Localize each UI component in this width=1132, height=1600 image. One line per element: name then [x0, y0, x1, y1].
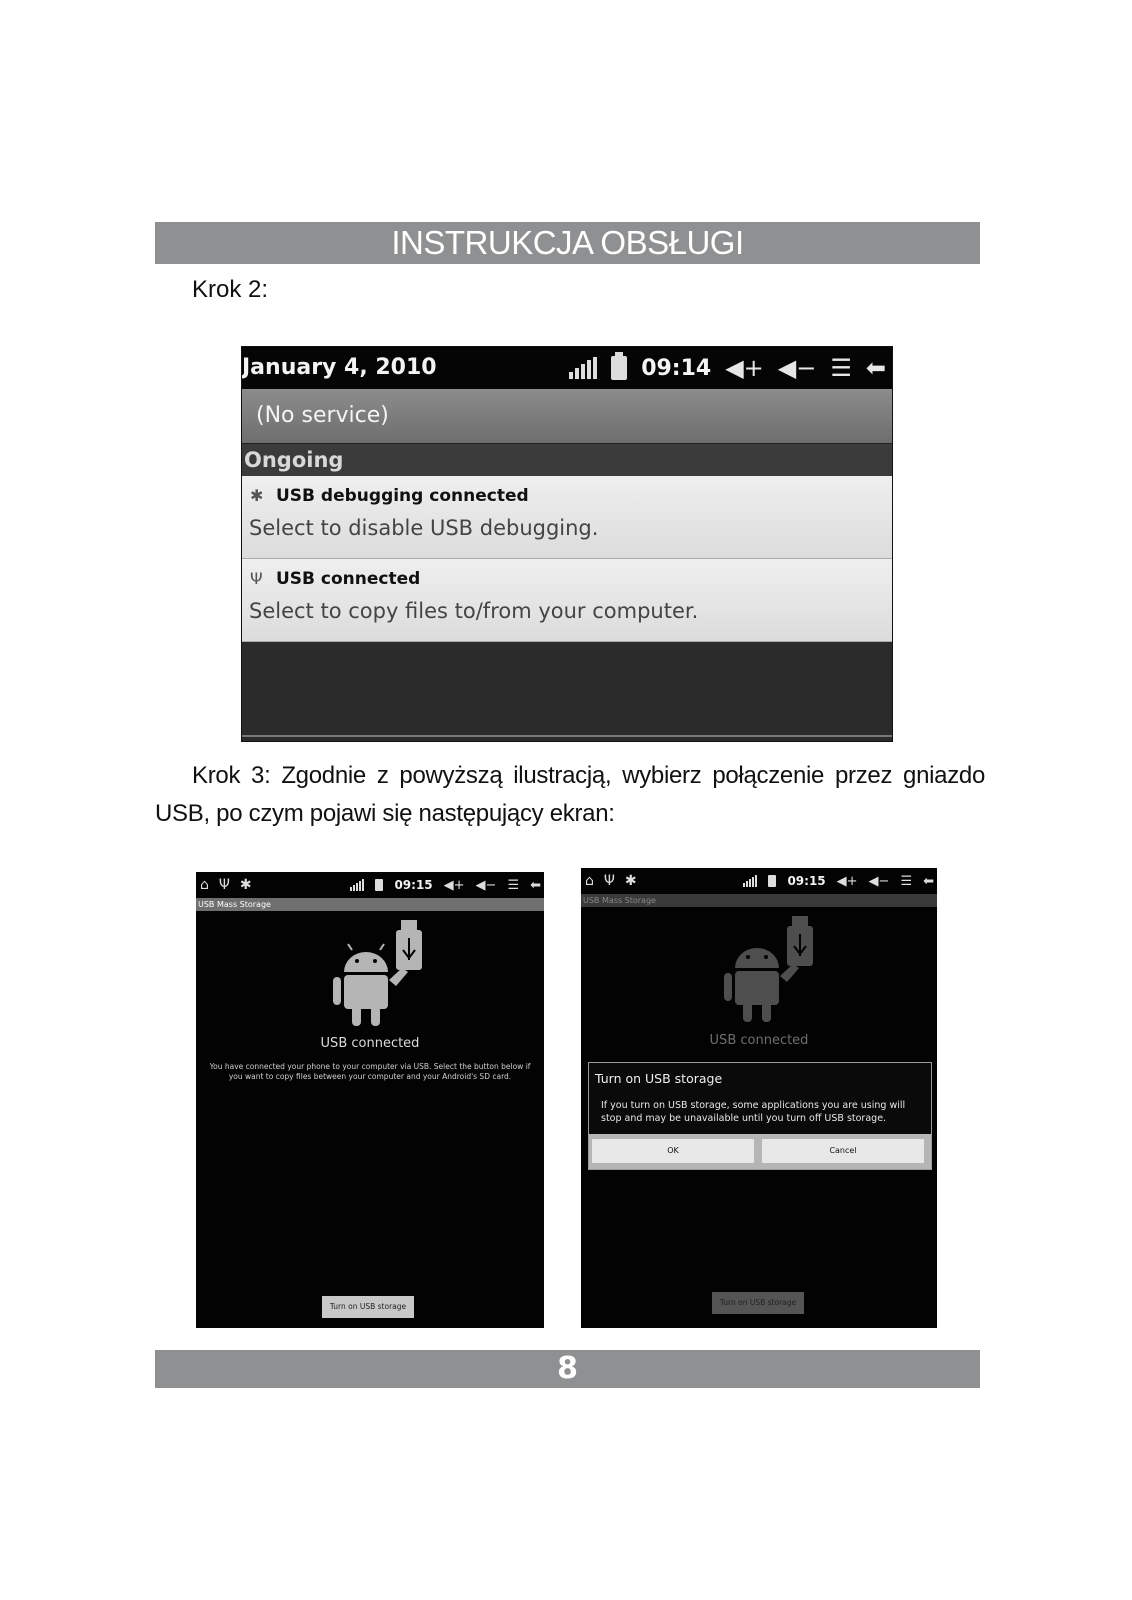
battery-icon [768, 875, 776, 887]
step3-text: Krok 3: Zgodnie z powyższą ilustracją, wybierz połączenie przez gniazdo USB, po czym pojawi się następujący ekran: [155, 762, 985, 827]
menu-icon[interactable]: ☰ [900, 873, 913, 889]
notification-usb-connected[interactable] [242, 559, 892, 642]
battery-icon [375, 879, 383, 891]
header-band [155, 222, 980, 264]
step2-label: Krok 2: [192, 276, 269, 303]
android-usb-icon [330, 920, 430, 1028]
panel-handle[interactable] [242, 735, 892, 737]
notification-title: USB connected [276, 569, 421, 589]
page-number: 8 [557, 1351, 578, 1386]
android-bug-icon: ✱ [250, 486, 264, 505]
battery-icon [611, 356, 627, 380]
screenshot-notification-panel [241, 346, 893, 742]
signal-icon [569, 357, 597, 379]
back-icon[interactable]: ⬅ [530, 877, 541, 893]
usb-connected-caption: USB connected [320, 1036, 420, 1051]
usb-connected-description: You have connected your phone to your computer via USB. Select the button below if you want to copy files between your computer and your Android's SD card. [209, 1062, 531, 1081]
title-bar [196, 898, 544, 911]
android-usb-icon [721, 916, 821, 1024]
home-icon[interactable]: ⌂ [200, 877, 209, 893]
status-time: 09:15 [394, 878, 433, 892]
home-icon[interactable]: ⌂ [585, 873, 594, 889]
menu-icon[interactable]: ☰ [830, 354, 852, 382]
android-bug-icon: ✱ [624, 873, 637, 889]
notification-subtitle: Select to copy files to/from your computer. [249, 599, 699, 623]
screenshot-usb-mass-storage [196, 872, 544, 1328]
turn-on-usb-storage-dialog [588, 1062, 932, 1170]
notification-title: USB debugging connected [276, 486, 529, 506]
notification-subtitle: Select to disable USB debugging. [249, 516, 599, 540]
dialog-button-bar [589, 1134, 931, 1169]
volume-up-icon[interactable]: ◀+ [725, 354, 764, 382]
panel-empty-area [242, 642, 892, 742]
usb-connected-caption: USB connected [709, 1033, 809, 1048]
no-service-bar [242, 389, 892, 443]
dialog-message: If you turn on USB storage, some applications you are using will stop and may be unavailable until you turn off USB storage. [601, 1100, 906, 1124]
ok-button[interactable]: OK [592, 1139, 754, 1163]
usb-icon: Ψ [250, 569, 263, 588]
back-icon[interactable]: ⬅ [865, 354, 886, 382]
usb-icon: Ψ [603, 873, 615, 889]
turn-on-usb-storage-button[interactable]: Turn on USB storage [712, 1292, 804, 1314]
back-icon[interactable]: ⬅ [923, 873, 934, 889]
screen-title: USB Mass Storage [583, 896, 656, 905]
notification-usb-debugging[interactable] [242, 476, 892, 559]
signal-icon [350, 879, 364, 891]
cancel-button[interactable]: Cancel [762, 1139, 924, 1163]
turn-on-usb-storage-button[interactable]: Turn on USB storage [322, 1296, 414, 1318]
screenshot-usb-storage-dialog [581, 868, 937, 1328]
status-time: 09:15 [787, 874, 826, 888]
volume-down-icon[interactable]: ◀− [475, 877, 497, 893]
volume-down-icon[interactable]: ◀− [868, 873, 890, 889]
screen-title: USB Mass Storage [198, 900, 271, 909]
volume-up-icon[interactable]: ◀+ [836, 873, 858, 889]
android-bug-icon: ✱ [239, 877, 252, 893]
ongoing-header [242, 443, 892, 476]
no-service-label: (No service) [256, 403, 389, 428]
footer-band [155, 1350, 980, 1388]
volume-up-icon[interactable]: ◀+ [443, 877, 465, 893]
page-title: INSTRUKCJA OBSŁUGI [391, 224, 744, 261]
status-time: 09:14 [641, 355, 712, 381]
title-bar [581, 894, 937, 907]
status-bar [196, 872, 544, 898]
volume-down-icon[interactable]: ◀− [777, 354, 817, 382]
signal-icon [743, 875, 757, 887]
usb-icon: Ψ [218, 877, 230, 893]
status-date: January 4, 2010 [242, 355, 437, 380]
ongoing-label: Ongoing [244, 448, 344, 472]
status-bar [242, 347, 892, 389]
menu-icon[interactable]: ☰ [507, 877, 520, 893]
dialog-title: Turn on USB storage [595, 1071, 723, 1086]
status-bar [581, 868, 937, 894]
